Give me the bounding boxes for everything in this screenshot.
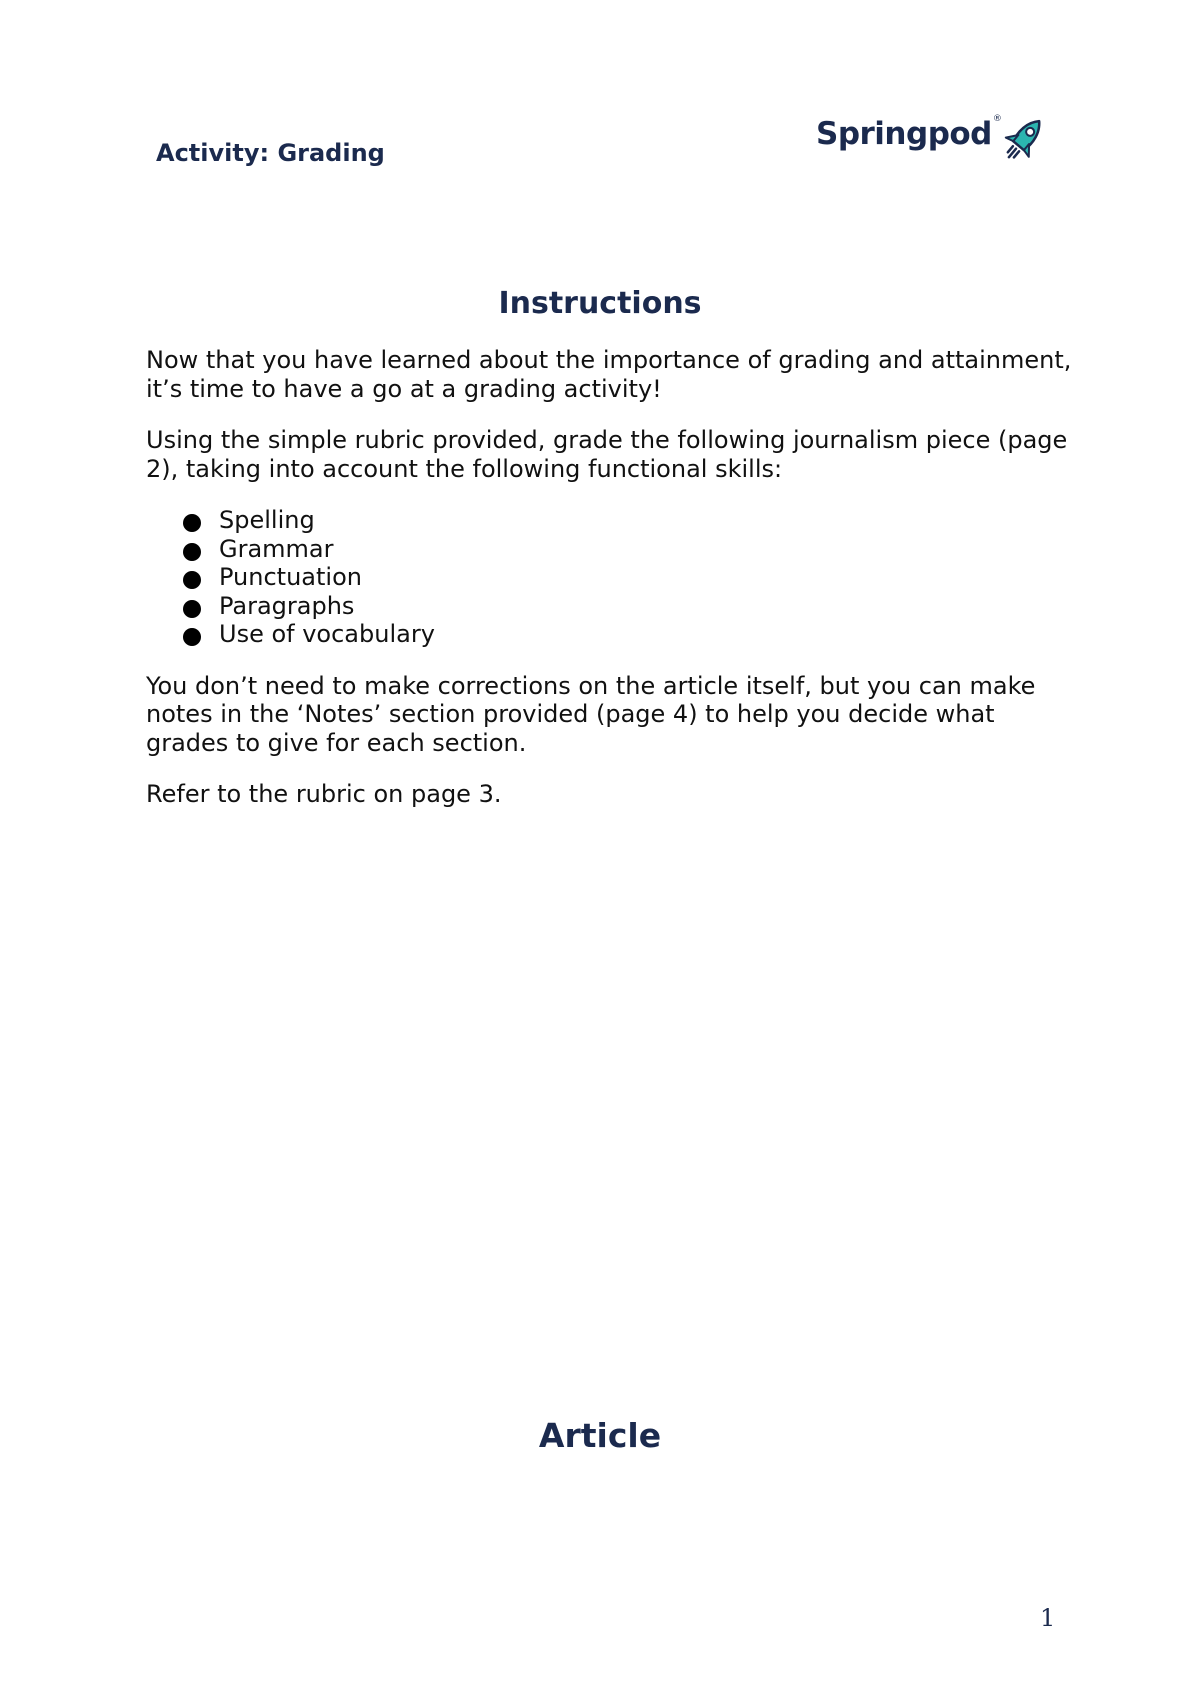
notes-paragraph: You don’t need to make corrections on the article itself, but you can make notes in the ‘Notes’ section provided (page 4) to help you decide what grades to give for each section. bbox=[146, 671, 1036, 757]
page-number: 1 bbox=[1040, 1604, 1056, 1632]
list-item: Grammar bbox=[146, 535, 1076, 564]
bullet-icon bbox=[183, 628, 201, 646]
instructions-body bbox=[146, 346, 1076, 832]
activity-title: Activity: Grading bbox=[156, 139, 385, 167]
bullet-icon bbox=[183, 514, 201, 532]
article-heading: Article bbox=[538, 1416, 662, 1455]
rubric-reference: Refer to the rubric on page 3. bbox=[146, 780, 502, 808]
instructions-heading: Instructions bbox=[498, 286, 702, 321]
list-item: Punctuation bbox=[146, 563, 1076, 592]
bullet-icon bbox=[183, 600, 201, 618]
bullet-icon bbox=[183, 571, 201, 589]
intro-paragraph: Now that you have learned about the importance of grading and attainment, it’s time to have a go at a grading activity! bbox=[146, 346, 1072, 403]
list-item: Spelling bbox=[146, 506, 1076, 535]
springpod-logo bbox=[816, 112, 1050, 170]
task-paragraph: Using the simple rubric provided, grade the following journalism piece (page 2), taking into account the following functional skills: bbox=[146, 426, 1068, 483]
bullet-icon bbox=[183, 543, 201, 561]
registered-mark: ® bbox=[992, 114, 1002, 124]
logo-wordmark: Springpod bbox=[816, 116, 992, 152]
skills-list bbox=[146, 506, 1076, 649]
list-item: Paragraphs bbox=[146, 592, 1076, 621]
rocket-icon bbox=[1000, 114, 1050, 170]
list-item: Use of vocabulary bbox=[146, 620, 1076, 649]
